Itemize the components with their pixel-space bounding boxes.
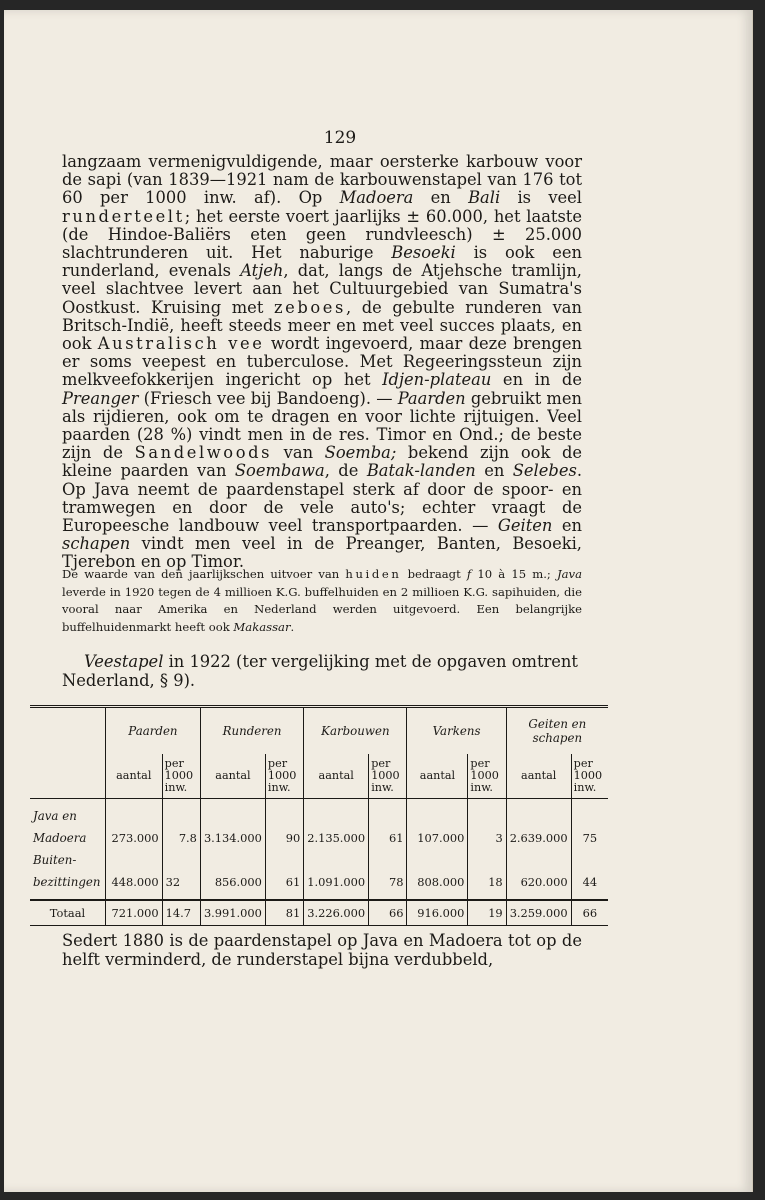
main-text	[62, 153, 582, 572]
italic-text: Java	[556, 567, 582, 581]
table-cell: 78	[369, 871, 407, 893]
italic-text: f	[466, 567, 472, 581]
col-per-1000	[468, 754, 506, 799]
group-header-row	[30, 707, 608, 755]
text-run: .	[290, 619, 295, 634]
spaced-text: huiden	[345, 567, 402, 581]
spacer-row	[30, 893, 608, 900]
col-aantal: aantal	[200, 754, 265, 799]
per-label: per	[371, 757, 391, 770]
table-row	[30, 805, 608, 827]
italic-text: Geiten	[497, 516, 553, 536]
text-run: wordt ingevoerd, maar deze brengen er soms veepest en tuberculose. Met Regeeringssteun zijn melkveefokkerijen ingericht op het	[62, 334, 582, 390]
group-karbouwen: Karbouwen	[304, 707, 407, 755]
per-inw-label: inw.	[573, 781, 597, 794]
italic-text: Soemba;	[324, 443, 397, 463]
italic-text: Preanger	[62, 388, 139, 408]
text-run: 10 à 15 m.;	[471, 567, 557, 581]
table-row	[30, 849, 608, 871]
italic-text: Soembawa	[234, 461, 325, 481]
text-run: , de	[324, 461, 367, 481]
table-cell: 19	[468, 900, 506, 926]
per-1000-label: 1000	[164, 769, 194, 782]
italic-text: Madoera	[339, 188, 414, 208]
text-run: en	[475, 461, 513, 481]
per-1000-label: 1000	[371, 769, 400, 782]
livestock-table	[30, 705, 608, 926]
text-run: en	[552, 516, 582, 536]
table-cell: 61	[265, 871, 303, 893]
table-cell: 18	[468, 871, 506, 893]
total-label: Totaal	[49, 906, 86, 920]
col-aantal: aantal	[105, 754, 162, 799]
total-row	[30, 900, 608, 926]
row-label: Madoera	[33, 831, 87, 845]
table-cell: 14.7	[162, 900, 200, 926]
text-run: en	[413, 188, 469, 208]
text-run: gebruikt men als rijdieren, ook om te dragen en voor lichte rijtuigen. Veel paarden (28 %) vindt men in de res. Timor en Ond.; de beste zijn de	[62, 388, 582, 463]
text-run: in 1922 (ter vergelijking met de opgaven omtrent	[163, 652, 578, 671]
col-per-1000	[162, 754, 200, 799]
table-cell: 273.000	[105, 827, 162, 849]
table-cell: 808.000	[407, 871, 468, 893]
table-cell: 2.135.000	[304, 827, 369, 849]
subheader-row	[30, 754, 608, 799]
table-cell: 3.991.000	[200, 900, 265, 926]
caption-line-1	[62, 653, 582, 672]
row-label: Buiten-	[33, 853, 77, 867]
footnote-text	[62, 566, 582, 636]
table-cell: 75	[571, 827, 608, 849]
table-cell: 2.639.000	[506, 827, 571, 849]
italic-text: Paarden	[397, 388, 466, 408]
table-cell: 32	[162, 871, 200, 893]
text-run: , dat, langs de Atjehsche tramlijn, veel slachtvee levert aan het Cultuurgebied van Sumatra's Oostkust. Kruising met	[62, 261, 582, 317]
spaced-text: runderteelt	[62, 206, 185, 226]
italic-text: Bali	[468, 188, 501, 208]
spaced-text: zeboes	[273, 297, 346, 317]
col-per-1000	[571, 754, 608, 799]
table-cell: 3.226.000	[304, 900, 369, 926]
italic-text: Batak-landen	[366, 461, 476, 481]
spaced-text: Sandelwoods	[134, 443, 273, 463]
per-label: per	[267, 757, 288, 770]
col-aantal: aantal	[506, 754, 571, 799]
table-cell: 3.134.000	[200, 827, 265, 849]
spaced-text: Australisch vee	[97, 334, 265, 354]
text-run: Nederland, § 9).	[62, 670, 196, 690]
per-label: per	[573, 757, 593, 770]
table-cell: 620.000	[506, 871, 571, 893]
group-geiten-schapen: Geiten en schapen	[506, 707, 608, 755]
table-cell: 66	[369, 900, 407, 926]
following-text	[62, 932, 582, 969]
table-cell: 44	[571, 871, 608, 893]
table-cell: 7.8	[162, 827, 200, 849]
italic-text: Besoeki	[391, 243, 456, 263]
table-cell: 3.259.000	[506, 900, 571, 926]
per-label: per	[164, 757, 184, 770]
corner-cell	[30, 707, 105, 755]
text-run: bedraagt	[401, 567, 467, 581]
text-run: van	[272, 443, 325, 463]
text-run: , de gebulte runderen van Britsch-Indië, heeft steeds meer en met veel succes plaats, en ook	[62, 297, 582, 354]
per-inw-label: inw.	[470, 781, 493, 794]
table-cell: 1.091.000	[304, 871, 369, 893]
per-inw-label: inw.	[371, 781, 394, 794]
following-paragraph: Sedert 1880 is de paardenstapel op Java en Madoera tot op de helft verminderd, de runderstapel bijna verdubbeld,	[62, 931, 582, 969]
table-cell: 721.000	[105, 900, 162, 926]
group-varkens: Varkens	[407, 707, 506, 755]
per-inw-label: inw.	[164, 781, 188, 794]
row-label: bezittingen	[33, 875, 101, 889]
text-run: bekend zijn ook de kleine paarden van	[62, 443, 582, 481]
text-run: ; het eerste voert jaarlijks ± 60.000, het laatste (de Hindoe-Baliërs eten geen rundvleesch) ± 25.000 slachtrunderen uit. Het naburige	[62, 206, 582, 263]
col-aantal: aantal	[304, 754, 369, 799]
text-run: (Friesch vee bij Bandoeng). —	[138, 388, 398, 408]
corner-cell-2	[30, 754, 105, 799]
per-1000-label: 1000	[267, 769, 297, 782]
italic-text: Idjen-plateau	[382, 370, 492, 390]
per-inw-label: inw.	[267, 781, 291, 794]
table-cell: 66	[571, 900, 608, 926]
caption-line-2	[62, 672, 582, 691]
col-aantal: aantal	[407, 754, 468, 799]
italic-text: schapen	[62, 534, 131, 554]
page-number: 129	[323, 128, 357, 148]
table-cell: 916.000	[407, 900, 468, 926]
per-1000-label: 1000	[573, 769, 603, 782]
italic-text: Selebes	[512, 461, 577, 481]
table-cell: 90	[265, 827, 303, 849]
text-run: De waarde van den jaarlijkschen uitvoer van	[62, 567, 346, 581]
table-row	[30, 827, 608, 849]
per-1000-label: 1000	[470, 769, 499, 782]
table-cell: 856.000	[200, 871, 265, 893]
table-cell: 448.000	[105, 871, 162, 893]
text-run: en in de	[491, 370, 582, 390]
italic-text: Atjeh	[240, 261, 284, 281]
table-cell: 3	[468, 827, 506, 849]
group-paarden: Paarden	[105, 707, 200, 755]
per-label: per	[470, 757, 490, 770]
table-cell: 107.000	[407, 827, 468, 849]
table-caption	[62, 653, 582, 690]
italic-text: Veestapel	[84, 652, 164, 671]
text-run: is veel	[500, 188, 582, 208]
paragraph	[62, 566, 582, 636]
text-run: is ook een runderland, evenals	[62, 243, 582, 281]
paragraph	[62, 153, 582, 572]
table-cell: 61	[369, 827, 407, 849]
text-run: langzaam vermenigvuldigende, maar oersterke karbouw voor de sapi (van 1839—1921 nam de karbouwenstapel van 176 tot 60 per 1000 inw. af). Op	[62, 152, 582, 208]
col-per-1000	[369, 754, 407, 799]
text-run: leverde in 1920 tegen de 4 millioen K.G. buffelhuiden en 2 millioen K.G. sapihuiden, die vooral naar Amerika en Nederland werden uitgevoerd. Een belangrijke buffelhuidenmarkt heeft ook	[62, 584, 582, 634]
row-label: Java en	[33, 809, 77, 823]
text-run: vindt men veel in de Preanger, Banten, Besoeki, Tjerebon en op Timor.	[62, 534, 582, 572]
text-run: . Op Java neemt de paardenstapel sterk af door de spoor- en tramwegen en door de vele auto's; echter vraagt de Europeesche landbouw veel transportpaarden. —	[62, 461, 582, 536]
italic-text: Makassar	[233, 619, 291, 634]
table-row	[30, 871, 608, 893]
group-runderen: Runderen	[200, 707, 303, 755]
col-per-1000	[265, 754, 303, 799]
table-cell: 81	[265, 900, 303, 926]
